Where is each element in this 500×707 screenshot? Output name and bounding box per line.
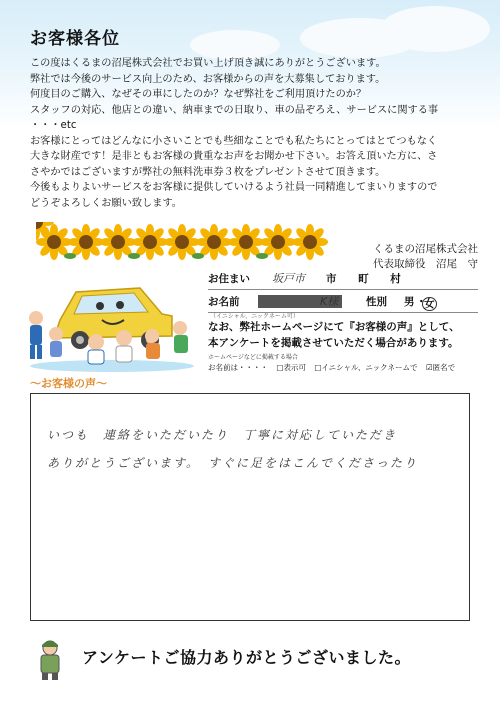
intro-line: 弊社では今後のサービス向上のため、お客様からの声を大募集しております。 — [30, 73, 386, 85]
publication-small-note: ホームページなどに掲載する場合 — [208, 354, 298, 361]
option-anonymous-checked[interactable]: ☑匿名で — [425, 363, 456, 372]
customer-form — [208, 267, 478, 320]
notice-line: なお、弊社ホームページにて『お客様の声』として、 — [208, 321, 460, 333]
intro-line: ・・・etc — [30, 120, 77, 131]
voice-handwritten-line: いつも 連絡をいただいたり 丁寧に対応していただき — [47, 428, 398, 442]
name-display-prefix: お名前は・・・・ — [208, 363, 268, 372]
gender-label: 性別 — [366, 296, 387, 308]
name-field[interactable] — [208, 290, 478, 313]
intro-line: 何度目のご購入、なぜその車にしたのか？なぜ弊社をご利用頂けたのか？ — [30, 89, 367, 100]
intro-text — [30, 56, 490, 211]
car-mascot-illustration — [22, 262, 202, 374]
notice-line: 本アンケートを掲載させていただく場合があります。 — [208, 336, 459, 349]
address-handwritten: 坂戸市 — [272, 272, 305, 285]
intro-line: どうぞよろしくお願い致します。 — [30, 197, 182, 209]
intro-line: この度はくるまの沼尾株式会社でお買い上げ頂き誠にありがとうございます。 — [30, 58, 386, 69]
publication-notice — [208, 320, 490, 351]
thanks-message: アンケートご協力ありがとうございました。 — [82, 648, 412, 667]
option-initials[interactable]: □イニシャル、ニックネームで — [314, 363, 418, 372]
name-note: （イニシャル、ニックネーム可） — [210, 313, 299, 320]
intro-line: 大きな財産です！是非ともお客様の貴重なお声をお聞かせ下さい。お答え頂いた方に、さ — [30, 151, 438, 162]
name-handwritten: K様 — [320, 295, 339, 308]
company-name: くるまの沼尾株式会社 — [373, 243, 478, 255]
intro-line: スタッフの対応、他店との違い、納車までの日取り、車の品ぞろえ、サービスに関する事 — [30, 104, 439, 116]
intro-line: さやかではございますが弊社の無料洗車券３枚をプレゼントさせて頂きます。 — [30, 166, 386, 178]
voice-handwritten-line: ありがとうございます。 すぐに足をはこんでくださったり — [47, 456, 419, 470]
address-field[interactable] — [208, 267, 478, 290]
intro-line: お客様にとってはどんなに小さいことでも些細なことでも私たちにとってはとてつもなく — [30, 135, 438, 147]
gender-male-option[interactable]: 男 — [404, 296, 415, 308]
page-title: お客様各位 — [30, 29, 120, 49]
staff-bow-icon — [28, 637, 72, 681]
name-label: お名前 — [208, 296, 240, 308]
gender-separator: ・ — [416, 296, 427, 308]
publication-options — [208, 362, 461, 373]
option-display-ok[interactable]: □表示可 — [276, 363, 306, 372]
sunflower-row — [36, 222, 332, 262]
voice-section-header: ～お客様の声～ — [30, 377, 107, 390]
intro-line: 今後もよりよいサービスをお客様に提供していけるよう社員一同精進してまいりますので — [30, 182, 438, 193]
gender-female-option-circled[interactable]: 女 — [424, 298, 435, 310]
address-label: お住まい — [208, 273, 250, 285]
company-representative: 代表取締役 沼尾 守 — [373, 258, 478, 270]
customer-voice-box[interactable] — [30, 393, 470, 621]
municipality-suffixes: 市 町 村 — [326, 273, 401, 285]
